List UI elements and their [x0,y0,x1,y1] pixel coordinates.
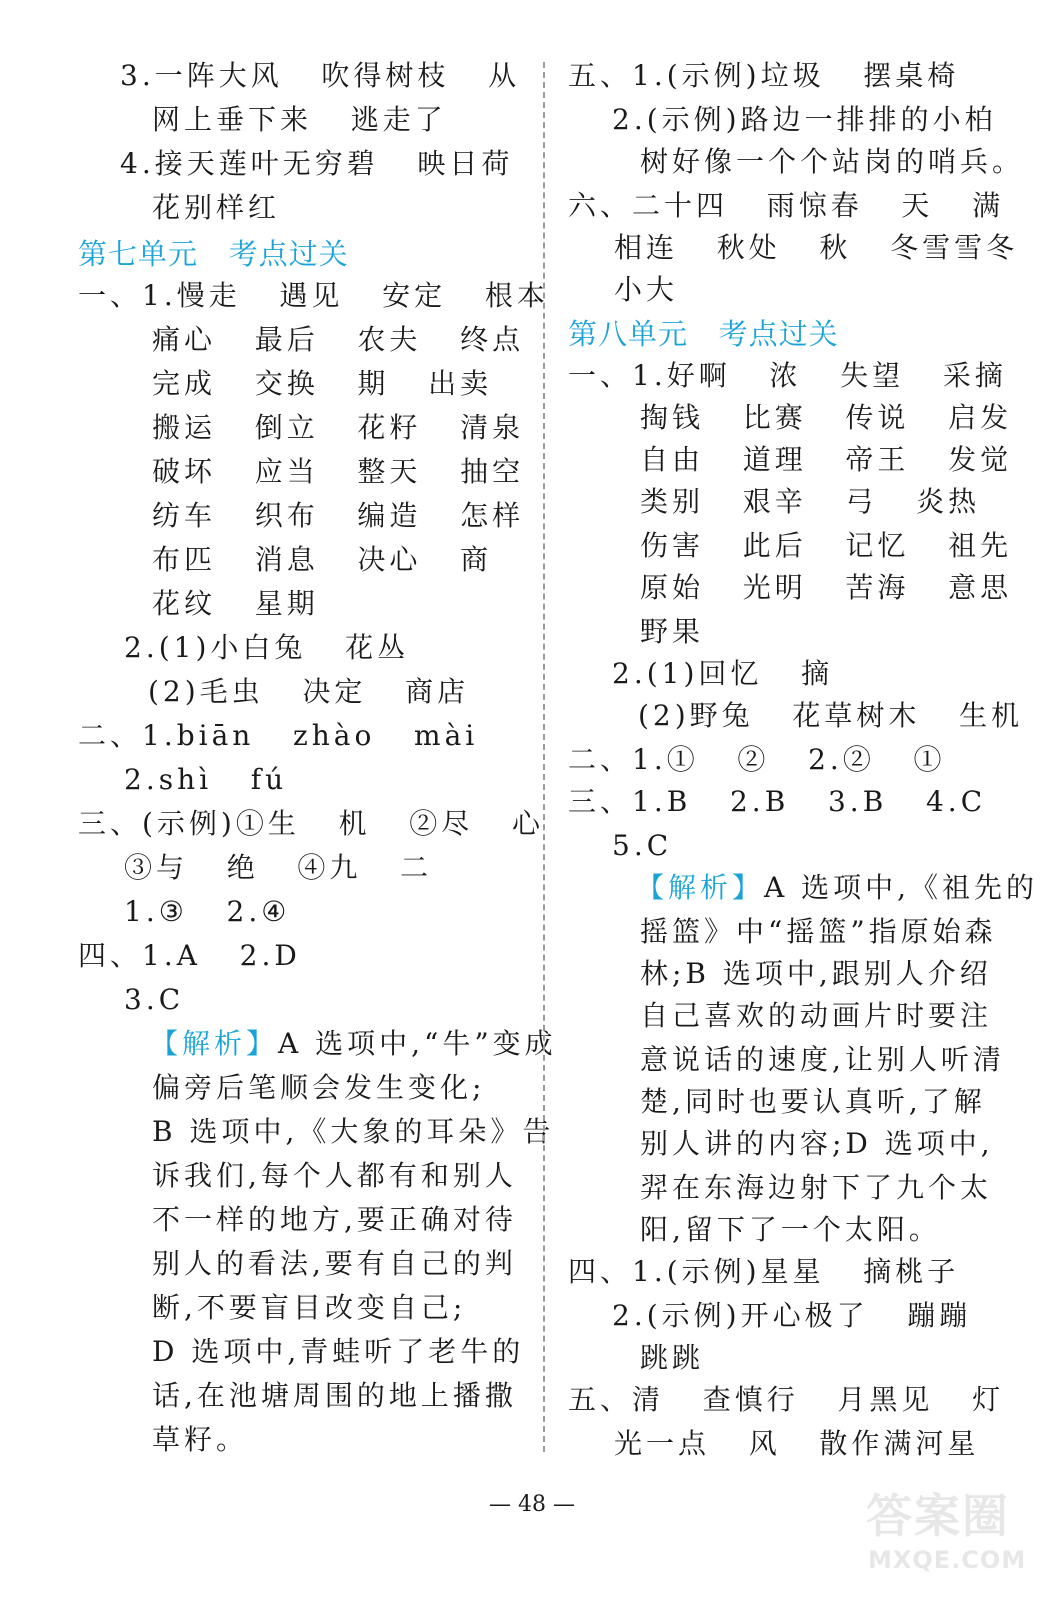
answer-line: 五、1.(示例)垃圾 摆桌椅 [568,59,960,92]
answer-line: 摇篮》中“摇篮”指原始森 [640,915,997,948]
answer-line: 跳跳 [640,1341,705,1374]
answer-line: 野果 [640,615,705,648]
answer-line: 别人的看法,要有自己的判 [152,1247,517,1280]
answer-line: 花别样红 [152,191,281,224]
answer-line: 2.shì fú [124,763,288,796]
answer-line: 五、清 查慎行 月黑见 灯 [568,1383,1005,1416]
answer-line: 话,在池塘周围的地上播撒 [152,1379,517,1412]
answer-line: D 选项中,青蛙听了老牛的 [152,1335,525,1368]
watermark-url: MXQE.COM [868,1546,1027,1574]
answer-line: 伤害 此后 记忆 祖先 [640,529,1013,562]
answer-line: 诉我们,每个人都有和别人 [152,1159,517,1192]
page-number: — 48 — [489,1492,575,1517]
answer-line: 一、1.慢走 遇见 安定 根本 [78,279,549,312]
answer-line: 二、1.① ② 2.② ① [568,743,946,776]
answer-line: 六、二十四 雨惊春 天 满 [568,189,1005,222]
analysis-line: 【解析】A 选项中,《祖先的 [636,871,1039,904]
answer-line: B 选项中,《大象的耳朵》告 [152,1115,555,1148]
answer-line: 纺车 织布 编造 怎样 [152,499,525,532]
answer-line: 2.(示例)路边一排排的小柏 [612,103,997,136]
answer-line: 四、1.(示例)星星 摘桃子 [568,1255,960,1288]
answer-line: 一、1.好啊 浓 失望 采摘 [568,359,1007,392]
answer-line: 草籽。 [152,1423,249,1456]
answer-line: 1.③ 2.④ [124,895,291,928]
answer-line: 2.(示例)开心极了 蹦蹦 [612,1299,972,1332]
answer-line: 花纹 星期 [152,587,319,620]
answer-line: 掏钱 比赛 传说 启发 [640,401,1013,434]
answer-line: 3.C [124,983,185,1016]
answer-line: 别人讲的内容;D 选项中, [640,1127,994,1160]
answer-line: 网上垂下来 逃走了 [152,103,447,136]
answer-line: 意说话的速度,让别人听清 [640,1043,1005,1076]
answer-line: 完成 交换 期 出卖 [152,367,493,400]
answer-line: 楚,同时也要认真听,了解 [640,1085,986,1118]
answer-line: 偏旁后笔顺会发生变化; [152,1071,486,1104]
answer-line: ③与 绝 ④九 二 [124,851,433,884]
analysis-tag: 【解析】 [150,1027,279,1060]
answer-line: 阳,留下了一个太阳。 [640,1213,941,1246]
answer-line: 光一点 风 散作满河星 [614,1427,980,1460]
analysis-line: 【解析】A 选项中,“牛”变成 [150,1027,557,1060]
answer-line: 痛心 最后 农夫 终点 [152,323,525,356]
answer-line: 自由 道理 帝王 发觉 [640,443,1013,476]
column-divider [543,62,545,1452]
answer-line: 林;B 选项中,跟别人介绍 [640,957,992,990]
answer-line: 自己喜欢的动画片时要注 [640,999,993,1032]
answer-line: 不一样的地方,要正确对待 [152,1203,517,1236]
site-watermark [862,1488,1042,1580]
answer-line: 4.接天莲叶无穷碧 映日荷 [120,147,514,180]
answer-line: 布匹 消息 决心 商 [152,543,493,576]
analysis-tag: 【解析】 [636,871,765,904]
answer-line: (2)野兔 花草树木 生机 [638,699,1024,732]
answer-line: 破坏 应当 整天 抽空 [152,455,525,488]
unit-heading-8: 第八单元 考点过关 [568,317,839,351]
answer-line: 搬运 倒立 花籽 清泉 [152,411,525,444]
answer-line: 原始 光明 苦海 意思 [640,571,1013,604]
watermark-logo-text: 答案圈 [866,1489,1010,1543]
answer-line: 5.C [612,829,673,862]
unit-heading-7: 第七单元 考点过关 [78,237,349,271]
answer-line: 2.(1)回忆 摘 [612,657,834,690]
answer-line: 2.(1)小白兔 花丛 [124,631,410,664]
answer-line: 相连 秋处 秋 冬雪雪冬 [614,231,1019,264]
answer-line: 树好像一个个站岗的哨兵。 [640,145,1025,178]
answer-line: 类别 艰辛 弓 炎热 [640,485,981,518]
answer-line: 二、1.biān zhào mài [78,719,479,752]
answer-line: 3.一阵大风 吹得树枝 从 [120,59,521,92]
answer-line: (2)毛虫 决定 商店 [148,675,470,708]
answer-line: 三、(示例)①生 机 ②尽 心 [78,807,544,840]
answer-line: 断,不要盲目改变自己; [152,1291,467,1324]
answer-line: 三、1.B 2.B 3.B 4.C [568,785,987,818]
answer-line: 羿在东海边射下了九个太 [640,1171,993,1204]
answer-line: 小大 [614,273,679,306]
answer-line: 四、1.A 2.D [78,939,301,972]
